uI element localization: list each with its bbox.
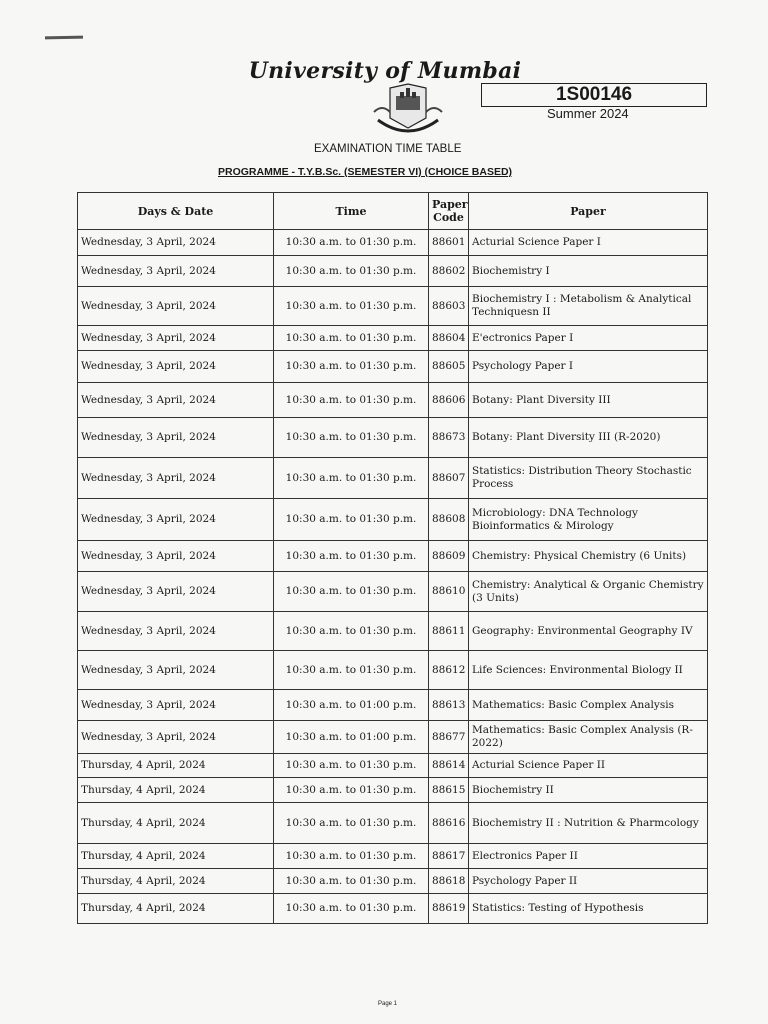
cell-time: 10:30 a.m. to 01:30 p.m.: [274, 458, 429, 499]
header-paper: Paper: [469, 193, 708, 230]
cell-day: Thursday, 4 April, 2024: [78, 803, 274, 844]
cell-paper: Mathematics: Basic Complex Analysis: [469, 690, 708, 721]
cell-time: 10:30 a.m. to 01:30 p.m.: [274, 287, 429, 326]
cell-paper: Psychology Paper II: [469, 869, 708, 894]
header-paper-code: Paper Code: [429, 193, 469, 230]
table-row: [78, 894, 708, 924]
cell-time: 10:30 a.m. to 01:00 p.m.: [274, 721, 429, 754]
cell-day: Wednesday, 3 April, 2024: [78, 287, 274, 326]
cell-day: Wednesday, 3 April, 2024: [78, 572, 274, 612]
cell-day: Wednesday, 3 April, 2024: [78, 230, 274, 256]
table-row: [78, 326, 708, 351]
cell-paper-code: 88605: [429, 351, 469, 383]
table-row: [78, 230, 708, 256]
cell-day: Wednesday, 3 April, 2024: [78, 651, 274, 690]
cell-day: Wednesday, 3 April, 2024: [78, 499, 274, 541]
cell-paper: Microbiology: DNA Technology Bioinformatics & Mirology: [469, 499, 708, 541]
table-row: [78, 803, 708, 844]
table-row: [78, 869, 708, 894]
cell-time: 10:30 a.m. to 01:30 p.m.: [274, 754, 429, 778]
cell-paper: Acturial Science Paper I: [469, 230, 708, 256]
table-row: [78, 383, 708, 418]
cell-day: Wednesday, 3 April, 2024: [78, 351, 274, 383]
cell-paper-code: 88602: [429, 256, 469, 287]
cell-time: 10:30 a.m. to 01:30 p.m.: [274, 383, 429, 418]
cell-time: 10:30 a.m. to 01:00 p.m.: [274, 690, 429, 721]
cell-paper-code: 88604: [429, 326, 469, 351]
cell-paper: Chemistry: Physical Chemistry (6 Units): [469, 541, 708, 572]
cell-paper-code: 88617: [429, 844, 469, 869]
cell-time: 10:30 a.m. to 01:30 p.m.: [274, 499, 429, 541]
cell-paper-code: 88615: [429, 778, 469, 803]
cell-paper: Acturial Science Paper II: [469, 754, 708, 778]
cell-paper-code: 88673: [429, 418, 469, 458]
cell-paper: Biochemistry II : Nutrition & Pharmcology: [469, 803, 708, 844]
cell-paper: Mathematics: Basic Complex Analysis (R-2022): [469, 721, 708, 754]
cell-paper-code: 88618: [429, 869, 469, 894]
cell-paper: Statistics: Distribution Theory Stochastic Process: [469, 458, 708, 499]
cell-paper-code: 88613: [429, 690, 469, 721]
cell-time: 10:30 a.m. to 01:30 p.m.: [274, 803, 429, 844]
cell-paper-code: 88610: [429, 572, 469, 612]
cell-paper-code: 88601: [429, 230, 469, 256]
cell-paper: Geography: Environmental Geography IV: [469, 612, 708, 651]
university-crest-icon: [368, 82, 448, 142]
cell-paper: Biochemistry I: [469, 256, 708, 287]
table-row: [78, 458, 708, 499]
cell-paper-code: 88611: [429, 612, 469, 651]
cell-paper-code: 88614: [429, 754, 469, 778]
exam-code-box: 1S00146: [481, 83, 707, 107]
table-row: [78, 612, 708, 651]
table-row: [78, 287, 708, 326]
cell-paper: Biochemistry I : Metabolism & Analytical Techniquesn II: [469, 287, 708, 326]
table-row: [78, 351, 708, 383]
cell-paper-code: 88603: [429, 287, 469, 326]
cell-day: Wednesday, 3 April, 2024: [78, 326, 274, 351]
cell-paper-code: 88607: [429, 458, 469, 499]
table-header-row: [78, 193, 708, 230]
table-row: [78, 778, 708, 803]
cell-day: Wednesday, 3 April, 2024: [78, 721, 274, 754]
cell-paper: Biochemistry II: [469, 778, 708, 803]
university-title: University of Mumbai: [248, 58, 522, 84]
cell-day: Thursday, 4 April, 2024: [78, 754, 274, 778]
cell-day: Wednesday, 3 April, 2024: [78, 383, 274, 418]
exam-timetable-heading: EXAMINATION TIME TABLE: [314, 143, 462, 155]
cell-day: Thursday, 4 April, 2024: [78, 778, 274, 803]
cell-day: Wednesday, 3 April, 2024: [78, 612, 274, 651]
cell-paper-code: 88609: [429, 541, 469, 572]
cell-time: 10:30 a.m. to 01:30 p.m.: [274, 894, 429, 924]
table-row: [78, 651, 708, 690]
cell-day: Wednesday, 3 April, 2024: [78, 541, 274, 572]
cell-time: 10:30 a.m. to 01:30 p.m.: [274, 572, 429, 612]
cell-day: Thursday, 4 April, 2024: [78, 844, 274, 869]
cell-paper: Botany: Plant Diversity III (R-2020): [469, 418, 708, 458]
cell-time: 10:30 a.m. to 01:30 p.m.: [274, 844, 429, 869]
cell-time: 10:30 a.m. to 01:30 p.m.: [274, 230, 429, 256]
cell-paper: Psychology Paper I: [469, 351, 708, 383]
cell-time: 10:30 a.m. to 01:30 p.m.: [274, 612, 429, 651]
cell-paper: Life Sciences: Environmental Biology II: [469, 651, 708, 690]
cell-time: 10:30 a.m. to 01:30 p.m.: [274, 541, 429, 572]
cell-time: 10:30 a.m. to 01:30 p.m.: [274, 418, 429, 458]
session-label: Summer 2024: [547, 106, 629, 121]
table-row: [78, 541, 708, 572]
cell-time: 10:30 a.m. to 01:30 p.m.: [274, 351, 429, 383]
cell-day: Thursday, 4 April, 2024: [78, 869, 274, 894]
cell-day: Wednesday, 3 April, 2024: [78, 458, 274, 499]
cell-paper: Electronics Paper II: [469, 844, 708, 869]
table-row: [78, 418, 708, 458]
table-row: [78, 572, 708, 612]
cell-paper-code: 88677: [429, 721, 469, 754]
cell-paper-code: 88606: [429, 383, 469, 418]
cell-paper-code: 88612: [429, 651, 469, 690]
cell-time: 10:30 a.m. to 01:30 p.m.: [274, 256, 429, 287]
cell-day: Wednesday, 3 April, 2024: [78, 418, 274, 458]
table-row: [78, 256, 708, 287]
page-number: Page 1: [378, 1001, 398, 1007]
cell-paper: Botany: Plant Diversity III: [469, 383, 708, 418]
table-row: [78, 721, 708, 754]
table-row: [78, 690, 708, 721]
cell-paper: E'ectronics Paper I: [469, 326, 708, 351]
table-row: [78, 754, 708, 778]
table-row: [78, 499, 708, 541]
cell-paper-code: 88616: [429, 803, 469, 844]
cell-day: Thursday, 4 April, 2024: [78, 894, 274, 924]
programme-heading: PROGRAMME - T.Y.B.Sc. (SEMESTER VI) (CHOICE BASED): [218, 166, 513, 178]
header-days-date: Days & Date: [78, 193, 274, 230]
cell-time: 10:30 a.m. to 01:30 p.m.: [274, 778, 429, 803]
cell-paper: Statistics: Testing of Hypothesis: [469, 894, 708, 924]
cell-day: Wednesday, 3 April, 2024: [78, 256, 274, 287]
cell-time: 10:30 a.m. to 01:30 p.m.: [274, 651, 429, 690]
cell-time: 10:30 a.m. to 01:30 p.m.: [274, 326, 429, 351]
scan-mark: [45, 36, 83, 40]
cell-paper-code: 88608: [429, 499, 469, 541]
cell-day: Wednesday, 3 April, 2024: [78, 690, 274, 721]
header-time: Time: [274, 193, 429, 230]
table-row: [78, 844, 708, 869]
cell-paper: Chemistry: Analytical & Organic Chemistry (3 Units): [469, 572, 708, 612]
cell-time: 10:30 a.m. to 01:30 p.m.: [274, 869, 429, 894]
cell-paper-code: 88619: [429, 894, 469, 924]
timetable: [77, 192, 708, 924]
